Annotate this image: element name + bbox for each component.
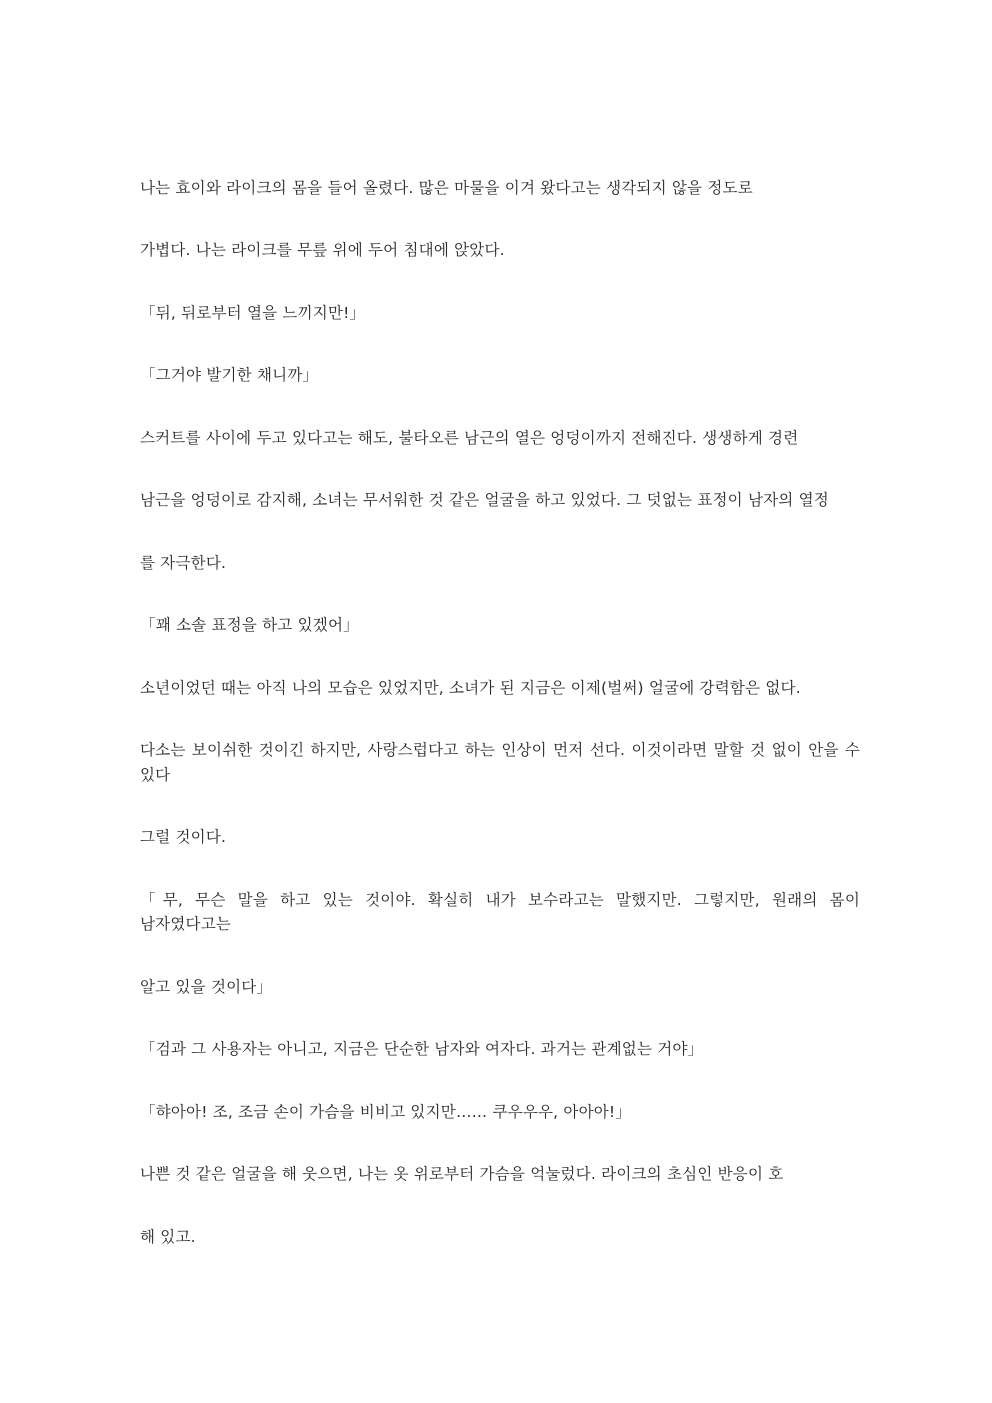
- paragraph-dialogue: 「뒤, 뒤로부터 열을 느끼지만!」: [140, 303, 366, 322]
- paragraph: 그럴 것이다.: [140, 828, 227, 847]
- paragraph-dialogue: 「햐아아! 조, 조금 손이 가슴을 비비고 있지만…… 쿠우우우, 아아아!」: [140, 1102, 632, 1121]
- document-body: [140, 176, 866, 1249]
- paragraph: 나쁜 것 같은 얼굴을 해 웃으면, 나는 옷 위로부터 가슴을 억눌렀다. 라이크의 초심인 반응이 호: [140, 1165, 784, 1184]
- paragraph: 를 자극한다.: [140, 553, 227, 572]
- paragraph-dialogue: 알고 있을 것이다」: [140, 977, 273, 996]
- paragraph-dialogue: 「그거야 발기한 채니까」: [140, 366, 319, 385]
- paragraph: 남근을 엉덩이로 감지해, 소녀는 무서워한 것 같은 얼굴을 하고 있었다. 그 덧없는 표정이 남자의 열정: [140, 491, 829, 510]
- paragraph-dialogue: 「무, 무슨 말을 하고 있는 것이야. 확실히 내가 보수라고는 말했지만. 그렇지만, 원래의 몸이 남자였다고는: [140, 890, 866, 934]
- paragraph: 나는 효이와 라이크의 몸을 들어 올렸다. 많은 마물을 이겨 왔다고는 생각되지 않을 정도로: [140, 179, 753, 197]
- paragraph: 다소는 보이쉬한 것이긴 하지만, 사랑스럽다고 하는 인상이 먼저 선다. 이것이라면 말할 것 없이 안을 수 있다: [140, 741, 866, 784]
- paragraph: 소년이었던 때는 아직 나의 모습은 있었지만, 소녀가 된 지금은 이제(벌써) 얼굴에 강력함은 없다.: [140, 678, 801, 697]
- paragraph: 스커트를 사이에 두고 있다고는 해도, 불타오른 남근의 열은 엉덩이까지 전해진다. 생생하게 경련: [140, 428, 799, 447]
- paragraph-dialogue: 「검과 그 사용자는 아니고, 지금은 단순한 남자와 여자다. 과거는 관계없는 거야」: [140, 1040, 704, 1059]
- paragraph: 가볍다. 나는 라이크를 무릎 위에 두어 침대에 앉았다.: [140, 241, 505, 260]
- paragraph: 해 있고.: [140, 1227, 196, 1246]
- paragraph-dialogue: 「꽤 소솔 표정을 하고 있겠어」: [140, 616, 359, 635]
